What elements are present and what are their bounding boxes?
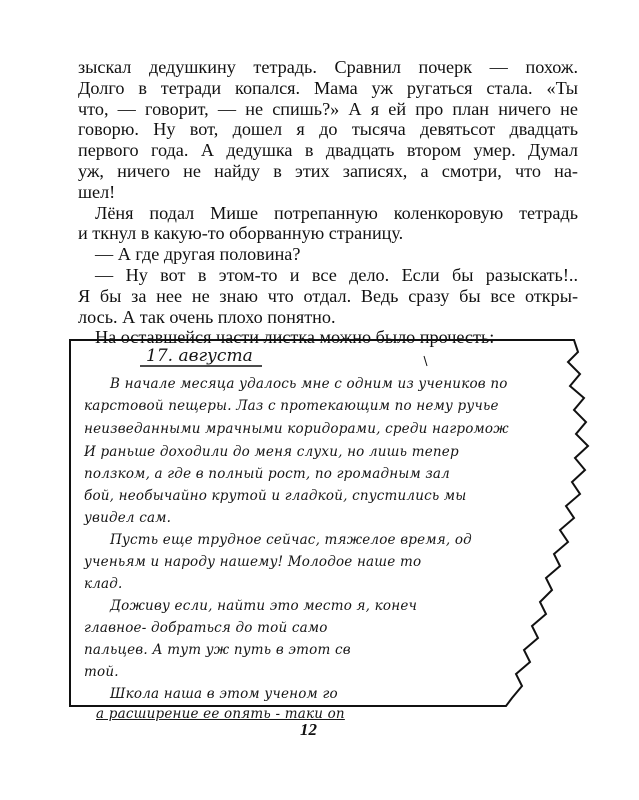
note-line: В начале месяца удалось мне с одним из учеников по	[110, 376, 508, 392]
text-line: уж, ничего не найду в этих записях, а смотри, что на-	[78, 160, 578, 181]
note-title: 17. августа	[146, 346, 253, 366]
note-line: клад.	[84, 576, 123, 592]
note-line: Пусть еще трудное сейчас, тяжелое время, од	[110, 532, 472, 548]
text-line: — А где другая половина?	[95, 244, 301, 265]
note-line: Доживу если, найти это место я, конеч	[110, 598, 418, 614]
text-line: Лёня подал Мише потрепанную коленкоровую тетрадь	[95, 202, 578, 223]
note-line: бой, необычайно крутой и гладкой, спустились мы	[84, 488, 467, 504]
note-line: ползком, а где в полный рост, по громадным зал	[84, 466, 450, 482]
text-line: и ткнул в какую-то оборванную страницу.	[78, 223, 404, 244]
note-line: карстовой пещеры. Лаз с протекающим по нему ручье	[84, 398, 499, 414]
page-number: 12	[300, 720, 317, 739]
text-line: говорю. Ну вот, дошел я до тысяча девятьсот двадцать	[78, 119, 578, 140]
text-line: первого года. А дедушка в двадцать втором умер. Думал	[78, 140, 578, 161]
note-line: Школа наша в этом ученом го	[110, 686, 338, 702]
note-line: той.	[84, 664, 119, 680]
note-line: главное- добраться до той само	[84, 620, 328, 636]
note-line: неизведанными мрачными коридорами, среди нагромож	[84, 421, 509, 437]
note-line: ученьям и народу нашему! Молодое наше то	[84, 554, 422, 570]
note-line: И раньше доходили до меня слухи, но лишь тепер	[84, 444, 459, 460]
text-line: Долго в тетради копался. Мама уж ругаться стала. «Ты	[78, 77, 578, 98]
text-line: зыскал дедушкину тетрадь. Сравнил почерк — похож.	[78, 57, 578, 77]
note-line: пальцев. А тут уж путь в этот св	[84, 642, 351, 658]
text-line: На оставшейся части листка можно было прочесть:	[95, 327, 495, 348]
text-line: Я бы за нее не знаю что отдал. Ведь сразу бы все откры-	[78, 285, 578, 306]
text-line: — Ну вот в этом-то и все дело. Если бы разыскать!..	[95, 264, 578, 285]
text-line: лось. А так очень плохо понятно.	[78, 306, 336, 327]
ink-mark	[424, 356, 427, 366]
note-line: увидел сам.	[84, 510, 172, 526]
text-line: шел!	[78, 181, 116, 202]
text-line: что, — говорит, — не спишь?» А я ей про план ничего не	[78, 98, 578, 119]
note-line: а расширение ее опять - таки оп	[96, 706, 345, 722]
